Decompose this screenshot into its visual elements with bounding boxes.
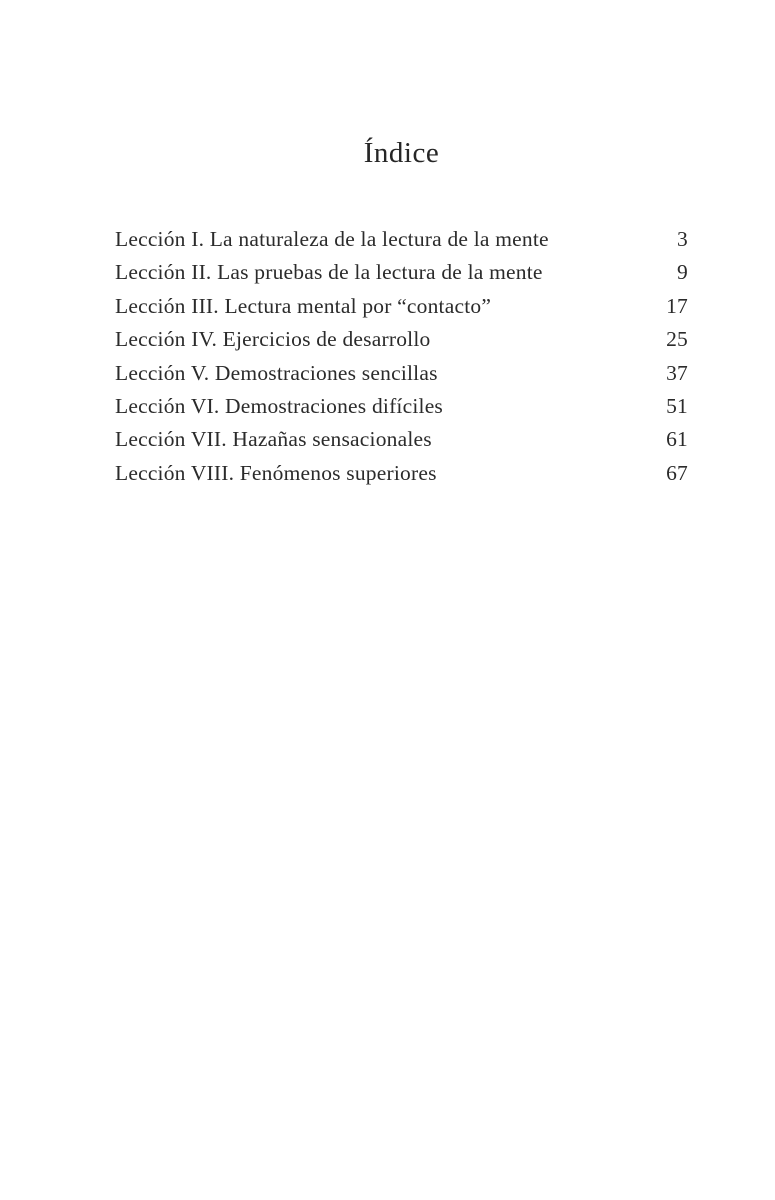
toc-entry	[115, 290, 688, 323]
toc-entry-page-number: 17	[666, 293, 688, 318]
toc-entry	[115, 457, 688, 490]
table-of-contents	[115, 223, 688, 490]
toc-entry	[115, 223, 688, 256]
toc-entry	[115, 357, 688, 390]
toc-entry	[115, 423, 688, 456]
toc-entry-page-number: 37	[666, 360, 688, 385]
toc-entry-page-number: 25	[666, 327, 688, 352]
toc-entry-label: Lección VII. Hazañas sensacionales	[115, 427, 432, 452]
toc-entry	[115, 390, 688, 423]
toc-entry-page-number: 51	[666, 393, 688, 418]
page-title: Índice	[363, 137, 440, 169]
toc-entry-label: Lección III. Lectura mental por “contacto”	[115, 293, 492, 318]
toc-entry	[115, 256, 688, 289]
toc-entry-page-number: 3	[677, 227, 688, 251]
toc-entry-label: Lección VIII. Fenómenos superiores	[115, 460, 437, 485]
toc-entry-label: Lección V. Demostraciones sencillas	[115, 360, 438, 385]
toc-entry	[115, 323, 688, 356]
toc-entry-page-number: 9	[677, 260, 688, 285]
toc-entry-label: Lección II. Las pruebas de la lectura de la mente	[115, 260, 543, 285]
toc-entry-label: Lección I. La naturaleza de la lectura de la mente	[115, 227, 549, 251]
toc-entry-page-number: 67	[666, 460, 688, 485]
toc-entry-page-number: 61	[666, 427, 688, 452]
toc-entry-label: Lección IV. Ejercicios de desarrollo	[115, 327, 431, 352]
toc-entry-label: Lección VI. Demostraciones difíciles	[115, 393, 443, 418]
